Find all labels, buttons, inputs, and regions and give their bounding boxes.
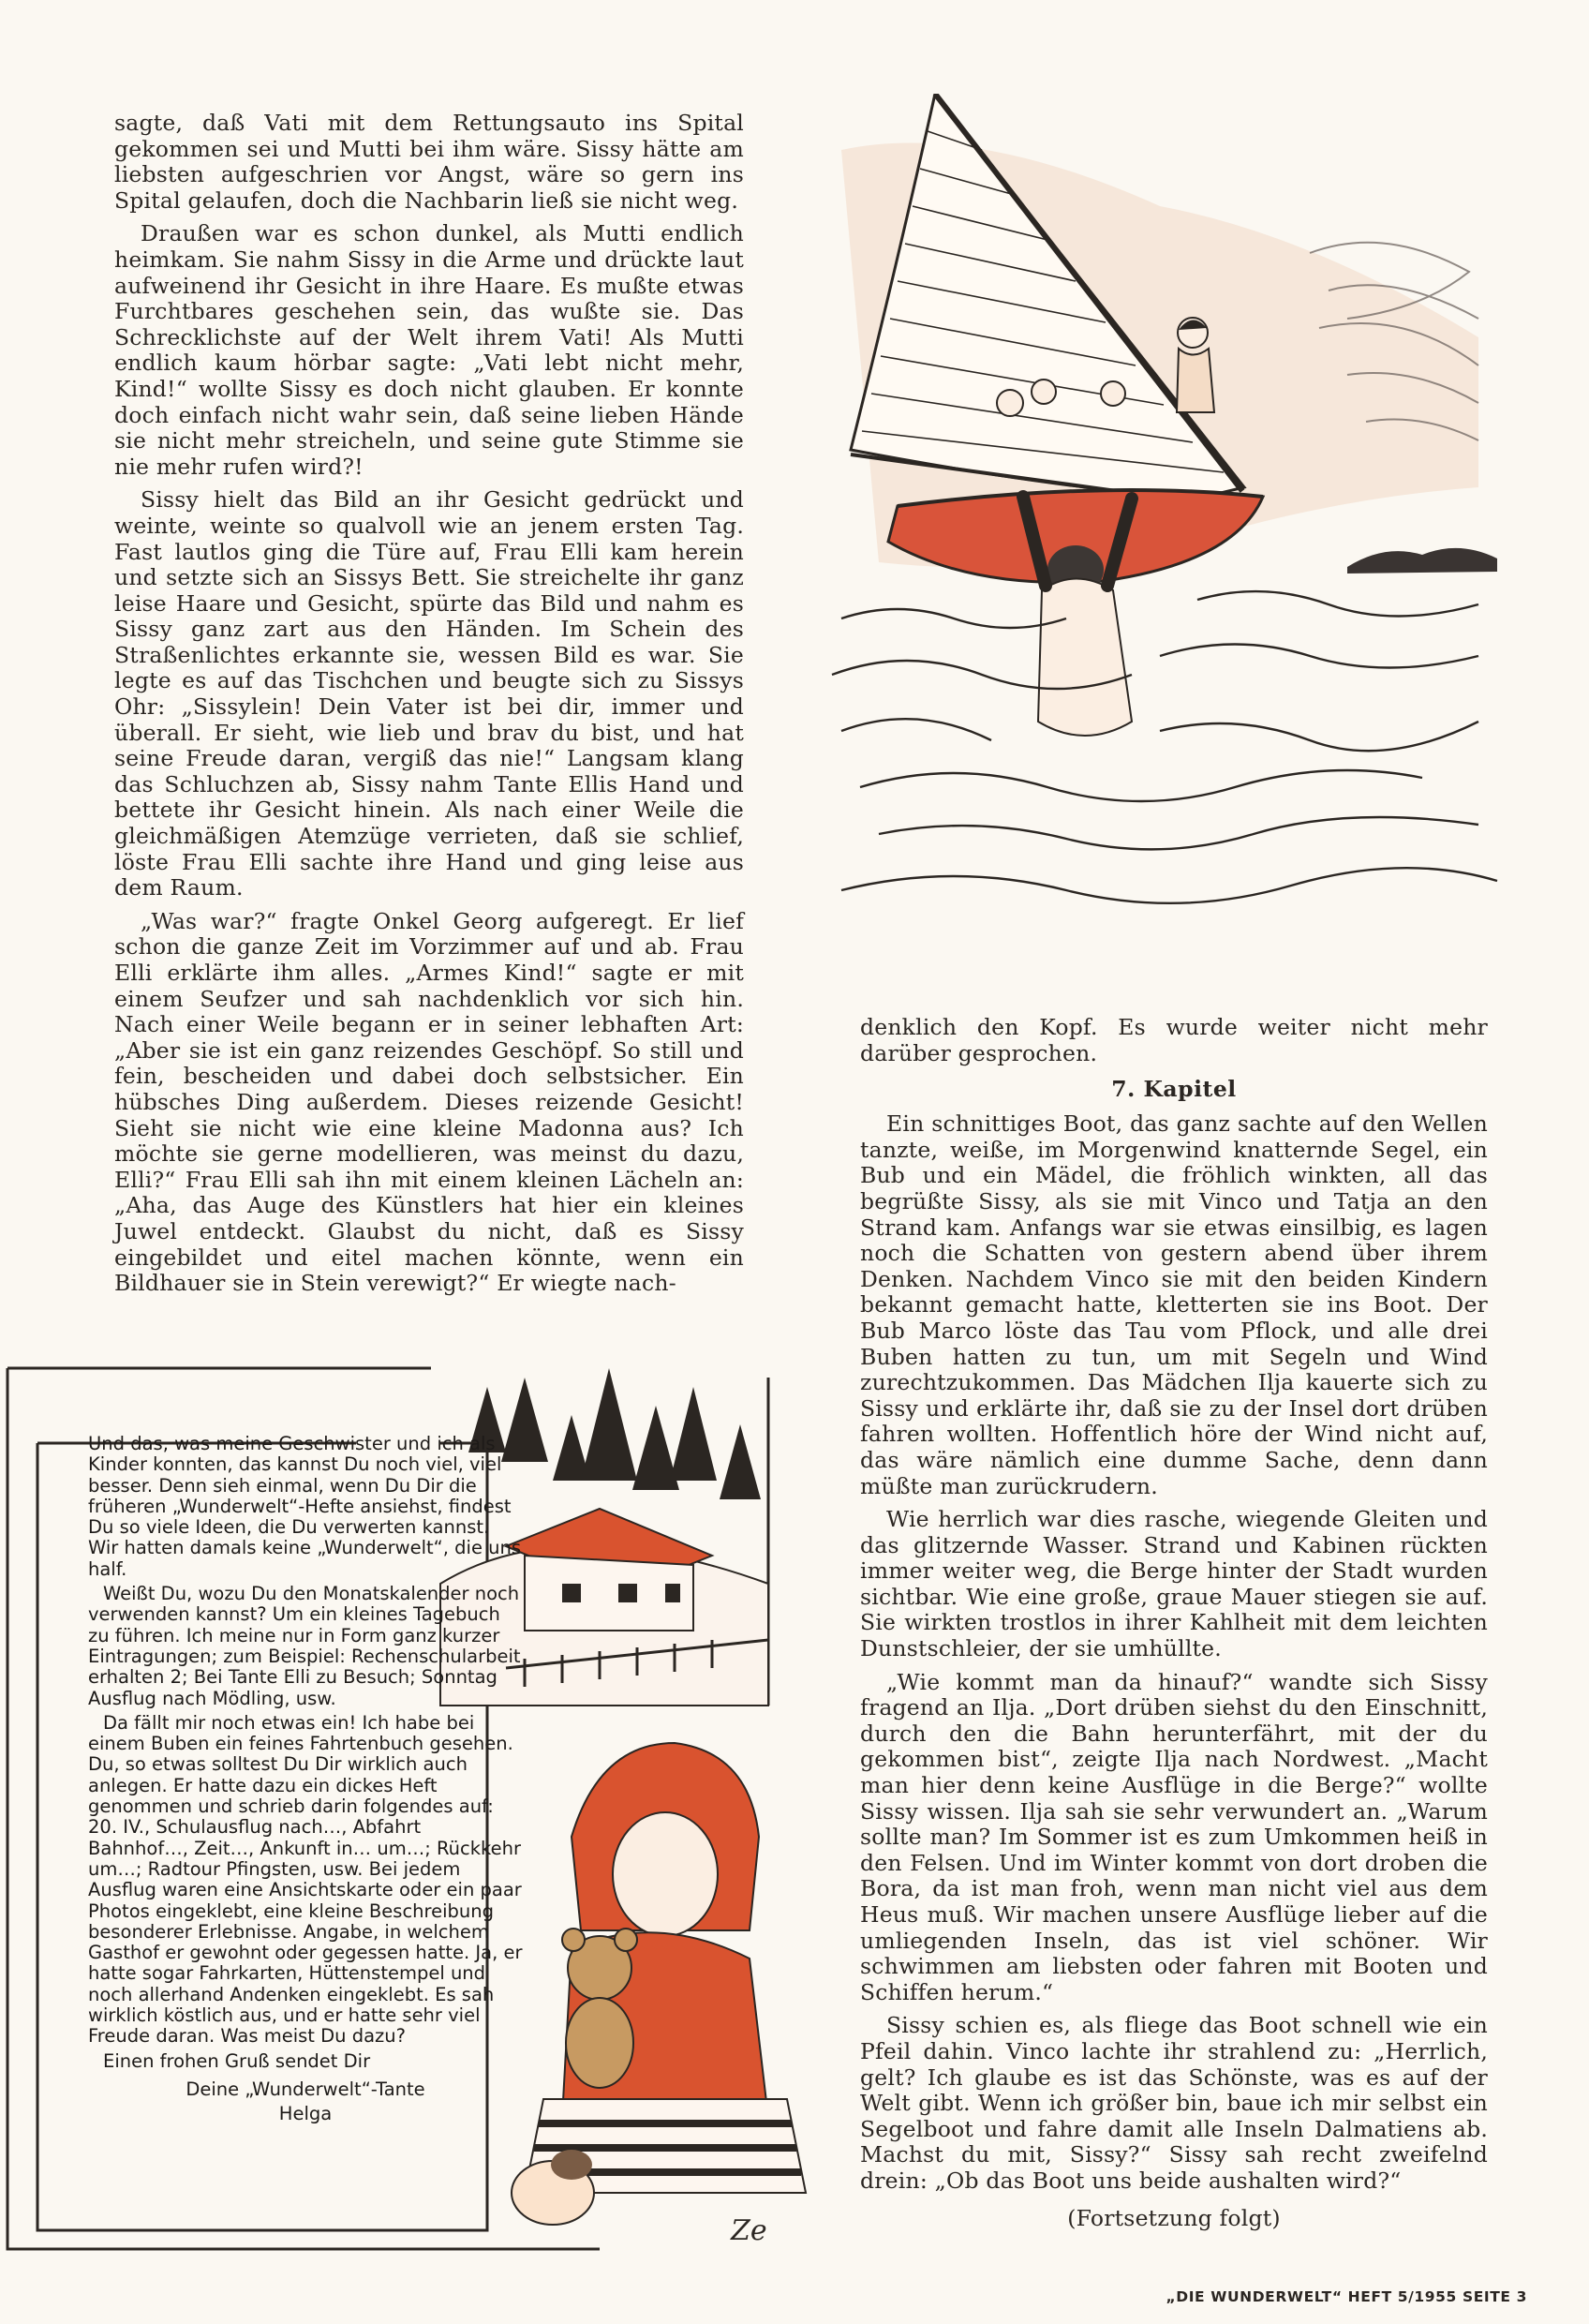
to-be-continued: (Fortsetzung folgt) [1067,2204,1281,2231]
letter-box [0,1349,824,2268]
story-paragraph: Wie herrlich war dies rasche, wiegende Gleiten und das glitzernde Wasser. Strand und Kabinen rückten immer weiter weg, die Berge hinter der Stadt wurden sichtbar. Wie eine große, graue Mauer stiegen sie auf. Sie wirkten trostlos in ihrer Kahlheit mit dem leichten Dunstschleier, der sie umhüllte. [860,1506,1488,1662]
letter-paragraph: Weißt Du, wozu Du den Monatskalender noch verwenden kannst? Um ein kleines Tagebuch zu führen. Ich meine nur in Form ganz kurzer Eintragungen; zum Beispiel: Rechenschularbeit erhalten 2; Bei Tante Elli zu Besuch; Sonntag Ausflug nach Mödling, usw. [88,1583,521,1709]
story-paragraph: Sissy hielt das Bild an ihr Gesicht gedrückt und weinte, weinte so qualvoll wie an jenem ersten Tag. Fast lautlos ging die Türe auf, Frau Elli kam herein und setzte sich an Sissys Bett. Sie streichelte ihr ganz leise Haare und Gesicht, spürte das Bild und nahm es Sissy ganz zart aus den Händen. Im Schein des Straßenlichtes erkannte sie, wessen Bild es war. Sie legte es auf das Tischchen und beugte sich zu Sissys Ohr: „Sissylein! Dein Vater ist bei dir, immer und überall. Er sieht, wie lieb und brav du bist, und hat seine Freude daran, vergiß das nie!“ Langsam klang das Schluchzen ab, Sissy nahm Tante Ellis Hand und bettete ihr Gesicht hinein. Als nach einer Weile die gleichmäßigen Atemzüge verrieten, daß sie schlief, löste Frau Elli sachte ihre Hand und ging leise aus dem Raum. [114,486,744,901]
artist-mark: Ze [731,2214,767,2247]
letter-signature-line2: Helga [278,2103,333,2125]
story-paragraph: Draußen war es schon dunkel, als Mutti endlich heimkam. Sie nahm Sissy in die Arme und drückte laut aufweinend ihr Gesicht in ihre Haare. Es mußte etwas Furchtbares geschehen sein, das wußte sie. Das Schrecklichste auf der Welt ihrem Vati! Als Mutti endlich kaum hörbar sagte: „Vati lebt nicht mehr, Kind!“ wollte Sissy es doch nicht glauben. Er konnte doch einfach nicht wahr sein, daß seine lieben Hände sie nicht mehr streicheln, und seine gute Stimme sie nie mehr rufen wird?! [114,220,744,480]
story-paragraph: sagte, daß Vati mit dem Rettungsauto ins Spital gekommen sei und Mutti bei ihm wäre. Sissy hätte am liebsten aufgeschrien vor Angst, wäre so gern ins Spital gelaufen, doch die Nachbarin ließ sie nicht weg. [114,110,744,214]
chapter-title: 7. Kapitel [1111,1076,1237,1103]
letter-paragraph: Und das, was meine Geschwister und ich als Kinder konnten, das kannst Du noch viel, viel besser. Denn sieh einmal, wenn Du Dir die früheren „Wunderwelt“-Hefte ansiehst, findest Du so viele Ideen, die Du verwerten kannst. Wir hatten damals keine „Wunderwelt“, die uns half. [88,1433,522,1580]
letter-closing: Einen frohen Gruß sendet Dir [103,2049,371,2072]
waves [832,591,1497,903]
story-continuation: denklich den Kopf. Es wurde weiter nicht mehr darüber gesprochen. [860,1014,1488,1066]
page-footer: „DIE WUNDERWELT“ HEFT 5/1955 SEITE 3 [1166,2288,1527,2305]
village-house [506,1509,712,1631]
story-paragraph: Ein schnittiges Boot, das ganz sachte auf den Wellen tanzte, weiße, im Morgenwind knatternde Segel, ein Bub und ein Mädel, die fröhlich winkten, all das begrüßte Sissy, als sie mit Vinco und Tatja an den Strand kam. Anfangs war sie etwas einsilbig, es lagen noch die Schatten von gestern abend über ihrem Denken. Nachdem Vinco sie mit den beiden Kindern bekannt gemacht hatte, kletterten sie ins Boot. Der Bub Marco löste das Tau vom Pflock, und alle drei Buben hatten zu tun, um mit Segeln und Wind zurechtzukommen. Das Mädchen Ilja kauerte sich zu Sissy und erklärte ihr, daß sie zu der Insel dort drüben fahren wollten. Hoffentlich höre der Wind nicht auf, das wäre nämlich eine dumme Sache, denn dann müßte man zurückrudern. [860,1110,1488,1499]
puppy [512,2150,594,2225]
story-right-column [860,1015,1488,2239]
story-paragraph: „Was war?“ fragte Onkel Georg aufgeregt. Er lief schon die ganze Zeit im Vorzimmer auf und ab. Frau Elli erklärte ihm alles. „Armes Kind!“ sagte er mit einem Seufzer und sah nachdenklich vor sich hin. Nach einer Weile begann er in seiner lebhaften Art: „Aber sie ist ein ganz reizendes Geschöpf. So still und fein, bescheiden und dabei doch selbstsicher. Ein hübsches Ding außerdem. Dieses reizende Gesicht! Sieht sie nicht wie eine kleine Madonna aus? Ich möchte sie gerne modellieren, was meinst du dazu, Elli?“ Frau Elli sah ihn mit einem kleinen Lächeln an: „Aha, das Auge des Künstlers hat hier ein kleines Juwel entdeckt. Glaubst du nicht, daß es Sissy eingebildet und eitel machen könnte, wenn ein Bildhauer sie in Stein verewigt?“ Er wiegte nach- [114,907,744,1297]
story-left-column [114,111,744,1304]
story-paragraph: Sissy schien es, als fliege das Boot schnell wie ein Pfeil dahin. Vinco lachte ihr strahlend zu: „Herrlich, gelt? Ich glaube es ist das Schönste, was es auf der Welt gibt. Wenn ich größer bin, baue ich mir selbst ein Segelboot und fahre damit alle Inseln Dalmatiens ab. Machst du mit, Sissy?“ Sissy sah recht zweifelnd drein: „Ob das Boot uns beide aushalten wird?“ [860,2012,1488,2194]
story-paragraph: „Wie kommt man da hinauf?“ wandte sich Sissy fragend an Ilja. „Dort drüben siehst du den Einschnitt, durch den die Bahn herunterfährt, mit der du gekommen bist“, zeigte Ilja nach Nordwest. „Macht man hier denn keine Ausflüge in die Berge?“ wollte Sissy wissen. Ilja sah sie sehr verwundert an. „Warum sollte man? Im Sommer ist es zum Umkommen heiß in den Felsen. Und im Winter kommt von dort droben die Bora, da ist man froh, wenn man nicht viel aus dem Heus muß. Wir machen unsere Ausflüge lieber auf die umliegenden Inseln, das ist viel schöner. Wir schwimmen am liebsten oder fahren mit Booten und Schiffen herum.“ [860,1668,1488,2005]
letter-text [88,1434,523,2129]
distant-shore [1347,548,1497,574]
letter-paragraph: Da fällt mir noch etwas ein! Ich habe bei einem Buben ein feines Fahrtenbuch gesehen. Du, so etwas solltest Du Dir wirklich auch anlegen. Er hatte dazu ein dickes Heft genommen und schrieb darin folgendes auf: 20. IV., Schulausflug nach…, Abfahrt Bahnhof…, Zeit…, Ankunft in… um…; Rückkehr um…; Radtour Pfingsten, usw. Bei jedem Ausflug waren eine Ansichtskarte oder ein paar Photos eingeklebt, eine kleine Beschreibung besonderer Erlebnisse. Angabe, in welchem Gasthof er gewohnt oder gegessen hatte. Ja, er hatte sogar Fahrkarten, Hüttenstempel und noch allerhand Andenken eingeklebt. Es sah wirklich köstlich aus, und er hatte sehr viel Freude daran. Was meist Du dazu? [88,1711,523,2048]
sailboat-illustration [823,94,1518,965]
letter-signature-line1: Deine „Wunderwelt“-Tante [186,2078,425,2100]
